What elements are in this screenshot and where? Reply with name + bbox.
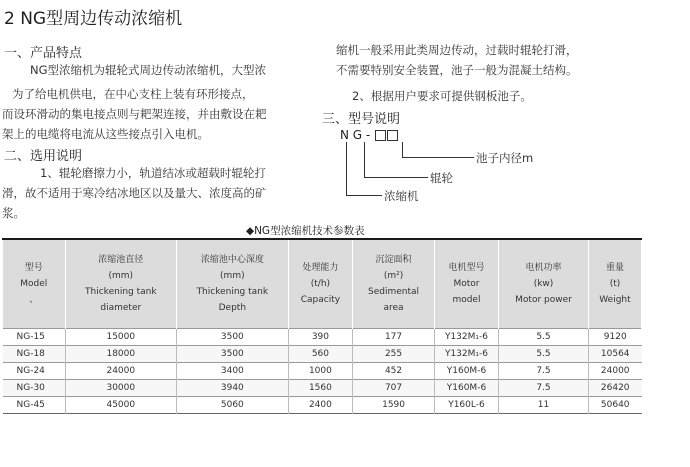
table-cell: 45000 xyxy=(65,397,177,414)
table-cell: 3500 xyxy=(177,346,289,363)
table-cell: 5.5 xyxy=(499,346,589,363)
table-cell: 50640 xyxy=(588,397,641,414)
table-title: ◆NG型浓缩机技术参数表 xyxy=(246,225,365,237)
header-line: 型号 xyxy=(24,263,43,273)
header-line: 沉淀面积 xyxy=(375,255,412,265)
section-heading-features: 一、产品特点 xyxy=(4,46,83,61)
header-line: Sedimental xyxy=(368,287,420,297)
header-line: diameter xyxy=(100,303,142,313)
header-line: 重量 xyxy=(605,263,624,273)
table-cell: 24000 xyxy=(65,363,177,380)
table-header-cell xyxy=(3,239,66,329)
right-line-1: 缩机一般采用此类周边传动，过载时辊轮打滑， xyxy=(336,43,578,57)
table-cell: 9120 xyxy=(588,329,641,346)
table-cell: 3400 xyxy=(177,363,289,380)
features-line-4: 架上的电缆将电流从这些接点引入电机。 xyxy=(2,127,209,141)
header-line: (mm) xyxy=(108,271,134,281)
section-heading-model: 三、型号说明 xyxy=(322,112,401,127)
table-cell: Y160M-6 xyxy=(434,363,498,380)
features-line-2: 为了给电机供电，在中心支柱上装有环形接点， xyxy=(12,87,254,101)
table-cell: NG-45 xyxy=(3,397,66,414)
table-cell: 5060 xyxy=(177,397,289,414)
header-line: 处理能力 xyxy=(302,263,339,273)
header-line: 电机功率 xyxy=(525,263,562,273)
table-cell: 1590 xyxy=(353,397,435,414)
header-line: Thickening tank xyxy=(85,287,157,297)
leader-line-diameter-v xyxy=(402,142,403,158)
leader-line-roller-v xyxy=(364,142,365,178)
table-cell: 177 xyxy=(353,329,435,346)
selection-line-1: 1、辊轮磨擦力小，轨道结冰或超载时辊轮打 xyxy=(40,166,266,180)
table-cell: NG-15 xyxy=(3,329,66,346)
table-header-cell xyxy=(499,239,589,329)
table-cell: 707 xyxy=(353,380,435,397)
header-line: (t/h) xyxy=(310,279,331,289)
table-cell: NG-18 xyxy=(3,346,66,363)
header-line: 、 xyxy=(29,295,39,305)
table-cell: 390 xyxy=(288,329,353,346)
leader-line-diameter-h xyxy=(402,157,474,158)
table-cell: 15000 xyxy=(65,329,177,346)
label-roller: 辊轮 xyxy=(430,171,453,185)
table-row xyxy=(3,380,642,397)
table-cell: NG-24 xyxy=(3,363,66,380)
table-header-cell xyxy=(288,239,353,329)
header-line: 电机型号 xyxy=(448,263,485,273)
table-cell: 255 xyxy=(353,346,435,363)
table-cell: 30000 xyxy=(65,380,177,397)
header-line: Weight xyxy=(599,295,631,305)
selection-line-2: 滑，故不适用于寒冷结冰地区以及量大、浓度高的矿 xyxy=(2,186,267,200)
header-line: (mm) xyxy=(220,271,245,281)
table-header-cell xyxy=(434,239,498,329)
label-thickener: 浓缩机 xyxy=(384,189,419,203)
label-tank-diameter: 池子内径m xyxy=(476,151,534,165)
table-cell: NG-30 xyxy=(3,380,66,397)
right-line-2: 不需要特别安全装置，池子一般为混凝土结构。 xyxy=(336,63,578,77)
right-line-3: 2、根据用户要求可提供钢板池子。 xyxy=(352,89,532,103)
table-cell: 10564 xyxy=(588,346,641,363)
section-heading-selection: 二、选用说明 xyxy=(4,149,83,164)
table-cell: Y160L-6 xyxy=(434,397,498,414)
leader-line-thickener-h xyxy=(346,195,382,196)
table-cell: 26420 xyxy=(588,380,641,397)
table-header-cell xyxy=(588,239,641,329)
leader-line-thickener-v xyxy=(346,142,347,196)
header-line: Motor power xyxy=(515,295,572,305)
table-header-cell xyxy=(177,239,289,329)
table-cell: 452 xyxy=(353,363,435,380)
table-cell: 5.5 xyxy=(499,329,589,346)
header-line: Depth xyxy=(218,303,247,313)
code-box-1 xyxy=(375,130,386,141)
spec-table xyxy=(2,238,642,414)
header-line: model xyxy=(452,295,481,305)
header-line: (m²) xyxy=(383,271,404,281)
table-cell: Y160M-6 xyxy=(434,380,498,397)
table-cell: 1560 xyxy=(288,380,353,397)
header-line: (t) xyxy=(609,279,621,289)
table-row xyxy=(3,397,642,414)
features-line-3: 而设环滑动的集电接点则与耙架连接，并由敷设在耙 xyxy=(2,107,267,121)
table-cell: Y132M₁-6 xyxy=(434,346,498,363)
table-cell: 7.5 xyxy=(499,380,589,397)
table-header-cell xyxy=(353,239,435,329)
model-code-prefix: N G - xyxy=(340,128,371,142)
table-cell: 18000 xyxy=(65,346,177,363)
header-line: Capacity xyxy=(300,295,341,305)
header-line: Motor xyxy=(453,279,480,289)
selection-line-3: 浆。 xyxy=(2,206,25,220)
header-line: (kw) xyxy=(533,279,554,289)
table-cell: 1000 xyxy=(288,363,353,380)
features-line-1: NG型浓缩机为辊轮式周边传动浓缩机，大型浓 xyxy=(30,63,267,77)
table-row xyxy=(3,346,642,363)
table-cell: 24000 xyxy=(588,363,641,380)
table-cell: 7.5 xyxy=(499,363,589,380)
table-cell: 3500 xyxy=(177,329,289,346)
table-body xyxy=(3,329,642,414)
table-cell: 560 xyxy=(288,346,353,363)
table-cell: 11 xyxy=(499,397,589,414)
table-row xyxy=(3,363,642,380)
table-header-row xyxy=(3,239,642,329)
leader-line-roller-h xyxy=(364,177,428,178)
header-line: area xyxy=(383,303,404,313)
table-row xyxy=(3,329,642,346)
header-line: 浓缩池中心深度 xyxy=(200,255,264,265)
header-line: Model xyxy=(20,279,48,289)
table-cell: Y132M₁-6 xyxy=(434,329,498,346)
header-line: Thickening tank xyxy=(196,287,269,297)
table-cell: 2400 xyxy=(288,397,353,414)
header-line: 浓缩池直径 xyxy=(98,255,144,265)
code-box-2 xyxy=(387,130,398,141)
page-title: 2 NG型周边传动浓缩机 xyxy=(4,9,183,29)
table-cell: 3940 xyxy=(177,380,289,397)
model-code xyxy=(340,128,398,142)
table-header-cell xyxy=(65,239,177,329)
